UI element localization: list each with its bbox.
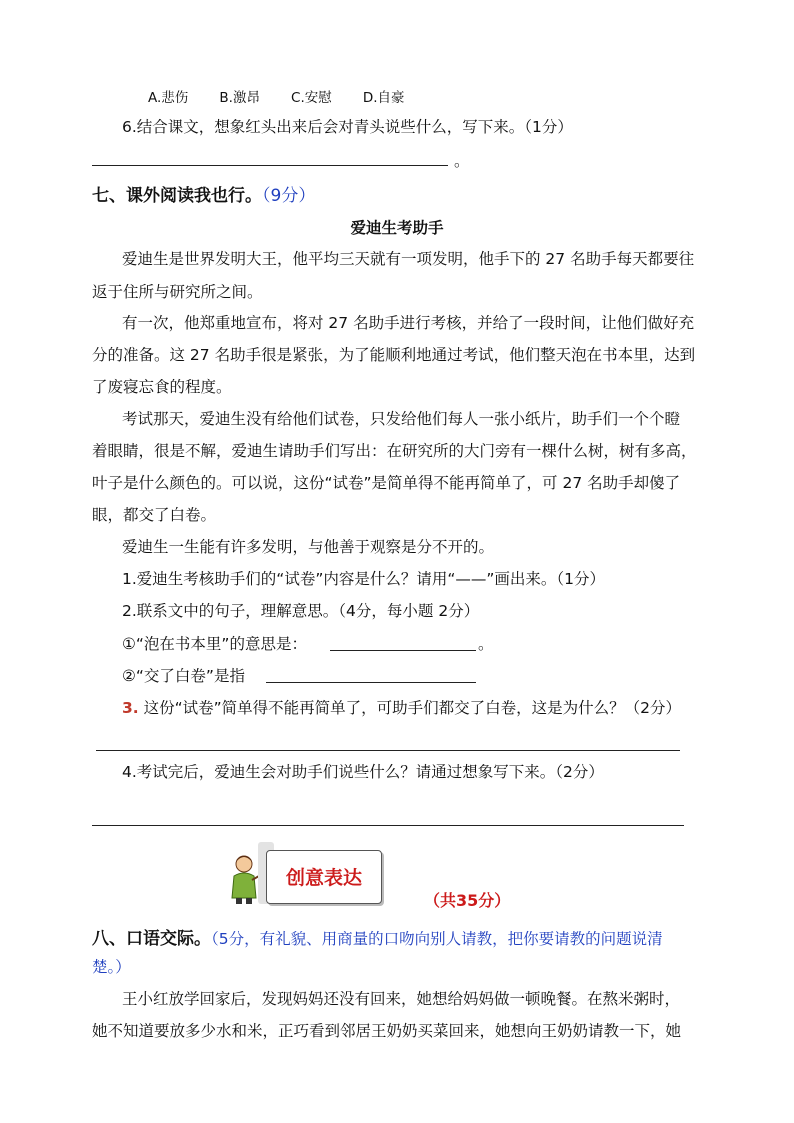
question-6: 6.结合课文，想象红头出来后会对青头说些什么，写下来。（1分） — [122, 118, 573, 136]
passage-line: 了废寝忘食的程度。 — [92, 378, 232, 396]
q4-answer-line[interactable] — [92, 825, 684, 826]
section-8-line: 王小红放学回家后，发现妈妈还没有回来，她想给妈妈做一顿晚餐。在熬米粥时， — [122, 990, 681, 1008]
passage-line: 有一次，他郑重地宣布，将对 27 名助手进行考核，并给了一段时间，让他们做好充 — [122, 314, 695, 332]
question-2: 2.联系文中的句子，理解意思。（4分，每小题 2分） — [122, 602, 480, 620]
passage-line: 眼，都交了白卷。 — [92, 506, 217, 524]
section-7-score: （9分） — [262, 186, 316, 206]
q3-answer-line[interactable] — [96, 750, 680, 751]
option-d: D.自豪 — [362, 90, 405, 106]
question-3-text: 这份“试卷”简单得不能再简单了，可助手们都交了白卷，这是为什么？（2分） — [143, 699, 682, 717]
q2-2-answer-line[interactable] — [266, 682, 476, 683]
q5-options — [148, 86, 431, 106]
banner-label: 创意表达 — [285, 867, 362, 889]
banner-score: （共35分） — [424, 891, 511, 910]
question-1: 1.爱迪生考核助手们的“试卷”内容是什么？请用“——”画出来。（1分） — [122, 570, 606, 588]
passage-title: 爱迪生考助手 — [350, 219, 444, 237]
question-3 — [122, 697, 681, 719]
q2-1-answer-line[interactable] — [330, 650, 476, 651]
section-7-heading — [92, 181, 315, 206]
passage-line: 爱迪生是世界发明大王，他平均三天就有一项发明，他手下的 27 名助手每天都要往 — [122, 250, 695, 268]
passage-line: 爱迪生一生能有许多发明，与他善于观察是分不开的。 — [122, 538, 495, 556]
section-8-desc-cont: 楚。） — [92, 958, 131, 976]
question-2-1: ①“泡在书本里”的意思是： — [122, 635, 307, 653]
section-8-title: 八、口语交际。 — [92, 929, 211, 949]
question-4: 4.考试完后，爱迪生会对助手们说些什么？请通过想象写下来。（2分） — [122, 763, 604, 781]
passage-line: 返于住所与研究所之间。 — [92, 283, 263, 301]
q6-answer-line[interactable] — [92, 165, 448, 166]
question-2-2: ②“交了白卷”是指 — [122, 667, 245, 685]
passage-line: 着眼睛，很是不解，爱迪生请助手们写出：在研究所的大门旁有一棵什么树，树有多高， — [92, 442, 697, 460]
option-b: B.激昂 — [219, 90, 260, 106]
q6-period: 。 — [454, 152, 470, 170]
option-c: C.安慰 — [291, 90, 332, 106]
section-8-line: 她不知道要放多少水和米，正巧看到邻居王奶奶买菜回来，她想向王奶奶请教一下，她 — [92, 1022, 682, 1040]
section-8-desc: （5分，有礼貌、用商量的口吻向别人请教，把你要请教的问题说清 — [211, 930, 663, 948]
passage-line: 叶子是什么颜色的。可以说，这份“试卷”是简单得不能再简单了，可 27 名助手却傻了 — [92, 474, 681, 492]
passage-line: 分的准备。这 27 名助手很是紧张，为了能顺利地通过考试，他们整天泡在书本里，达到 — [92, 346, 696, 364]
q2-1-period: 。 — [478, 635, 494, 653]
passage-line: 考试那天，爱迪生没有给他们试卷，只发给他们每人一张小纸片，助手们一个个瞪 — [122, 410, 681, 428]
question-3-number: 3. — [122, 699, 139, 717]
section-7-title: 七、课外阅读我也行。 — [92, 186, 262, 206]
section-8-heading — [92, 924, 663, 949]
creative-expression-banner — [266, 850, 382, 904]
option-a: A.悲伤 — [148, 90, 189, 106]
